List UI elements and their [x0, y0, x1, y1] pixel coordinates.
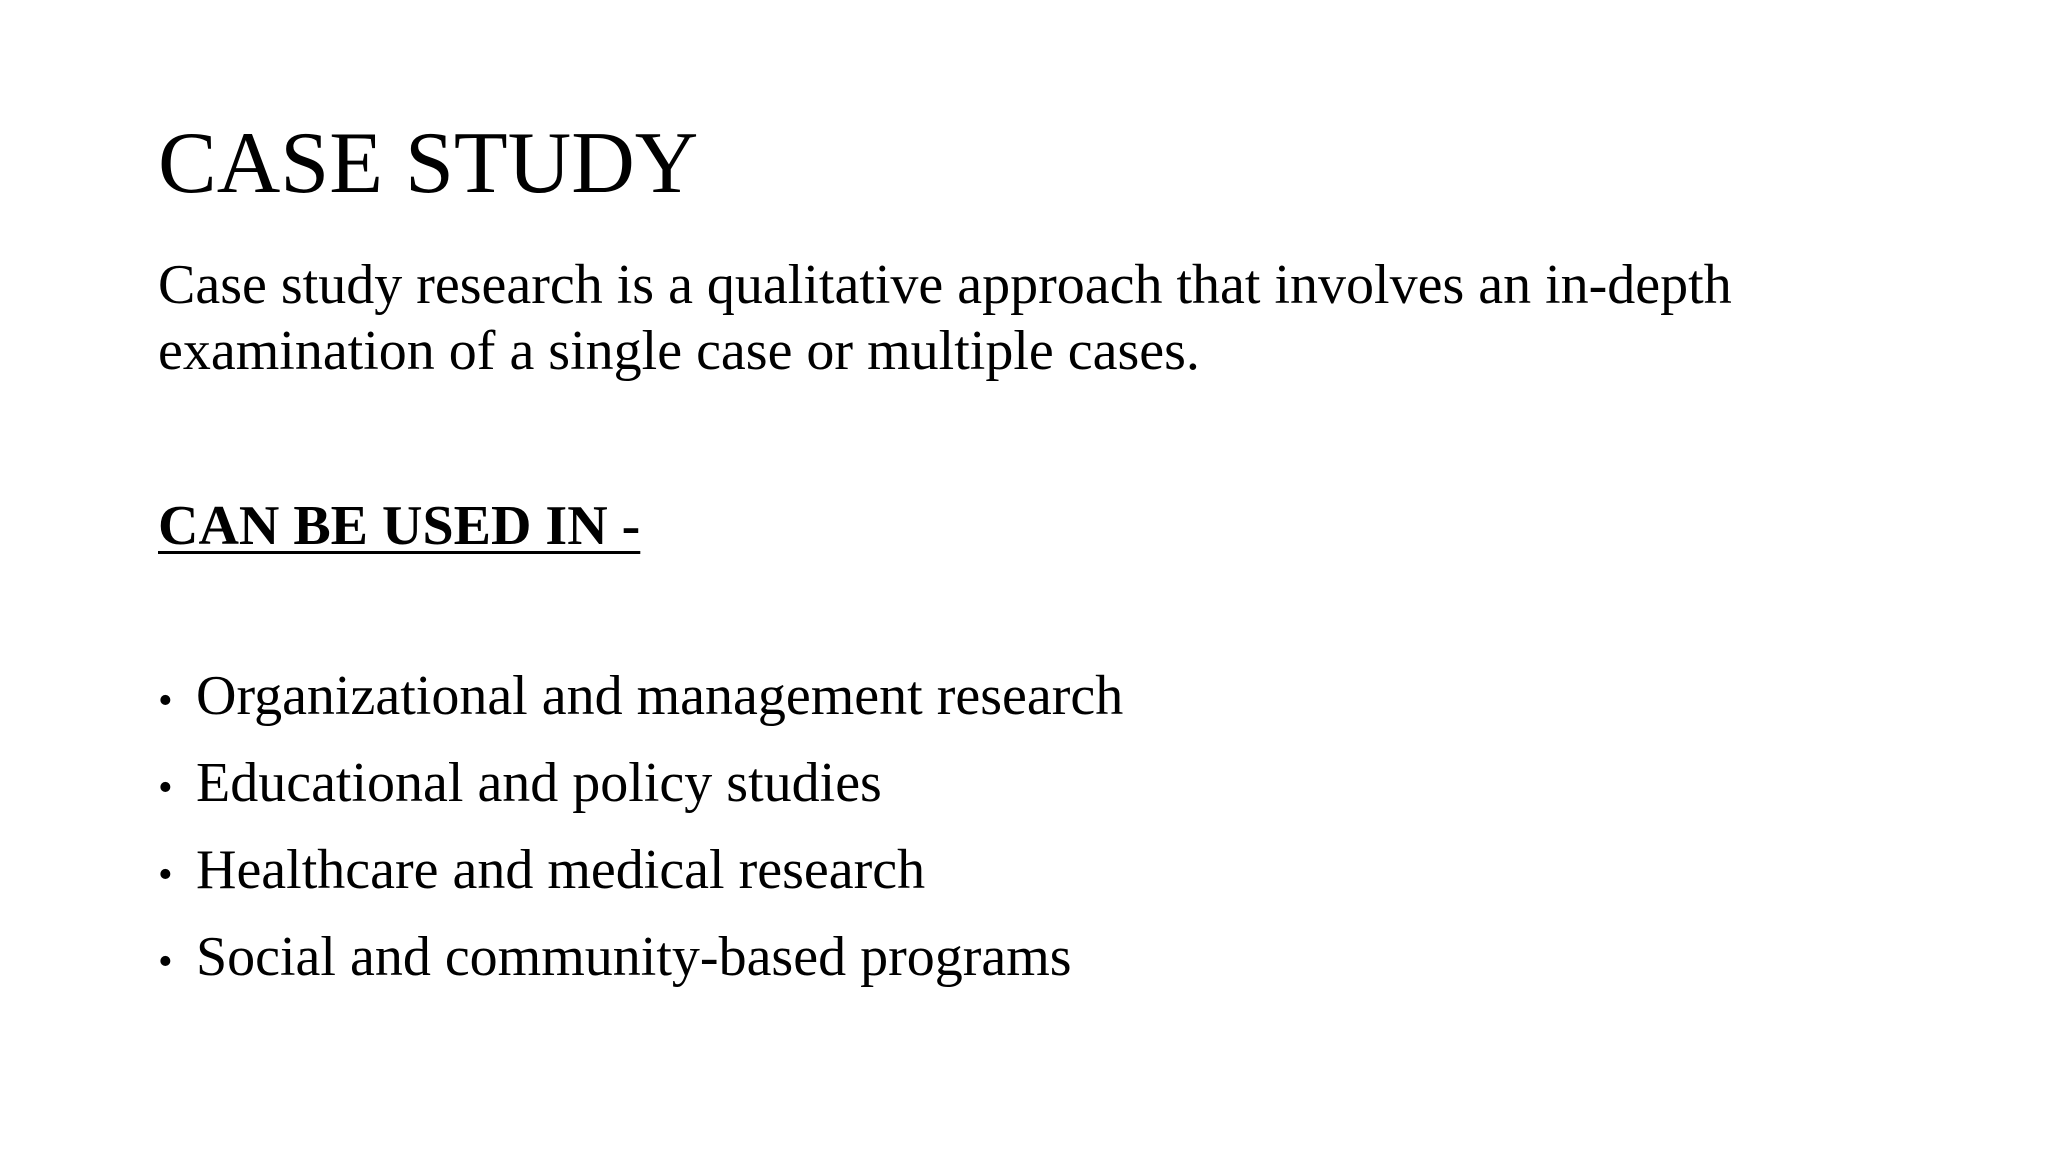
usage-list — [158, 663, 1123, 1011]
bullet-icon: • — [158, 852, 173, 898]
intro-paragraph: Case study research is a qualitative approach that involves an in-depth examination of a single case or multiple cases. — [158, 254, 1732, 382]
list-item — [158, 663, 1123, 750]
list-item-text: Educational and policy studies — [196, 752, 882, 814]
list-item-text: Healthcare and medical research — [196, 839, 926, 901]
list-item — [158, 837, 1123, 924]
bullet-icon: • — [158, 678, 173, 724]
bullet-icon: • — [158, 765, 173, 811]
list-item — [158, 924, 1123, 1011]
list-item-text: Organizational and management research — [196, 665, 1124, 727]
bullet-icon: • — [158, 939, 173, 985]
list-item — [158, 750, 1123, 837]
slide-title: CASE STUDY — [158, 115, 699, 212]
list-item-text: Social and community-based programs — [196, 926, 1072, 988]
usage-subheading: CAN BE USED IN - — [158, 495, 641, 557]
